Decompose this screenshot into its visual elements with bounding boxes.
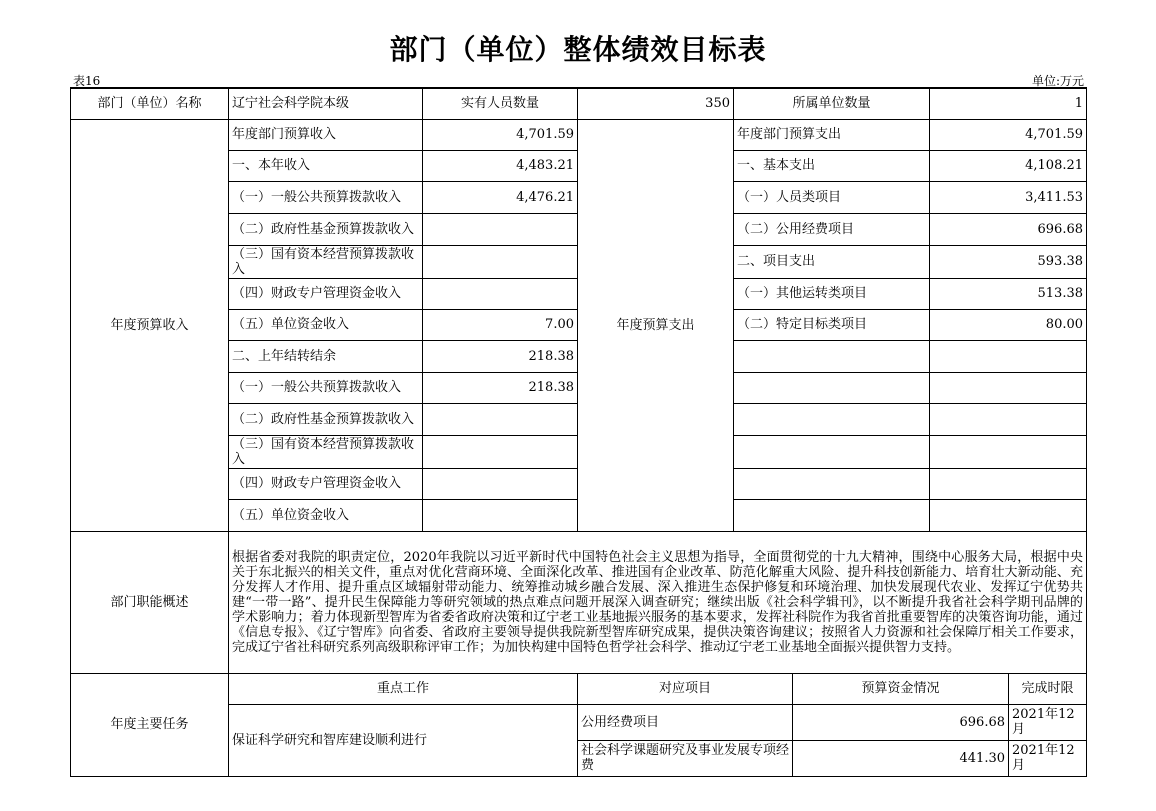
expense-section-label: 年度预算支出 [578, 119, 734, 531]
income-item-value: 218.38 [423, 340, 578, 372]
expense-item-label: （二）公用经费项目 [734, 213, 930, 245]
income-item-label: （四）财政专户管理资金收入 [229, 278, 423, 309]
expense-item-value: 696.68 [930, 213, 1087, 245]
col-budget: 预算资金情况 [793, 673, 1009, 704]
income-item-label: 二、上年结转结余 [229, 340, 423, 372]
expense-item-value: 80.00 [930, 309, 1087, 340]
expense-item-value [930, 499, 1087, 531]
expense-item-label [734, 372, 930, 403]
staff-count-label: 实有人员数量 [423, 88, 578, 119]
income-item-value: 4,701.59 [423, 119, 578, 150]
income-item-value [423, 435, 578, 468]
staff-count-value: 350 [578, 88, 734, 119]
budget-row [71, 119, 1087, 150]
income-item-label: （一）一般公共预算拨款收入 [229, 372, 423, 403]
income-item-value: 7.00 [423, 309, 578, 340]
function-row [71, 531, 1087, 673]
function-label: 部门职能概述 [71, 531, 229, 673]
income-item-label: （三）国有资本经营预算拨款收入 [229, 435, 423, 468]
income-item-label: 年度部门预算收入 [229, 119, 423, 150]
expense-item-value: 593.38 [930, 245, 1087, 278]
income-item-label: （二）政府性基金预算拨款收入 [229, 213, 423, 245]
expense-item-label: 一、基本支出 [734, 150, 930, 181]
tasks-header-row [71, 673, 1087, 704]
col-deadline: 完成时限 [1009, 673, 1087, 704]
dept-name-value: 辽宁社会科学院本级 [229, 88, 423, 119]
related-item: 社会科学课题研究及事业发展专项经费 [578, 740, 793, 776]
income-item-value [423, 468, 578, 499]
income-item-label: 一、本年收入 [229, 150, 423, 181]
sub-units-label: 所属单位数量 [734, 88, 930, 119]
col-related-item: 对应项目 [578, 673, 793, 704]
income-item-value [423, 245, 578, 278]
income-item-value: 4,476.21 [423, 181, 578, 213]
deadline: 2021年12月 [1009, 740, 1087, 776]
expense-item-label [734, 340, 930, 372]
income-item-label: （一）一般公共预算拨款收入 [229, 181, 423, 213]
income-item-label: （五）单位资金收入 [229, 309, 423, 340]
expense-item-label [734, 468, 930, 499]
expense-item-label: （二）特定目标类项目 [734, 309, 930, 340]
expense-item-label [734, 499, 930, 531]
related-item: 公用经费项目 [578, 704, 793, 740]
income-item-value [423, 213, 578, 245]
expense-item-value [930, 372, 1087, 403]
table-number: 表16 [73, 74, 101, 88]
expense-item-value: 4,701.59 [930, 119, 1087, 150]
deadline: 2021年12月 [1009, 704, 1087, 740]
expense-item-value: 513.38 [930, 278, 1087, 309]
income-item-value [423, 499, 578, 531]
income-item-value [423, 403, 578, 435]
expense-item-value: 4,108.21 [930, 150, 1087, 181]
income-item-label: （二）政府性基金预算拨款收入 [229, 403, 423, 435]
budget-amount: 441.30 [793, 740, 1009, 776]
key-work-text: 保证科学研究和智库建设顺利进行 [229, 704, 578, 776]
expense-item-value [930, 403, 1087, 435]
sub-units-value: 1 [930, 88, 1087, 119]
header-row [71, 88, 1087, 119]
expense-item-label: 年度部门预算支出 [734, 119, 930, 150]
page-title: 部门（单位）整体绩效目标表 [389, 33, 767, 66]
expense-item-value: 3,411.53 [930, 181, 1087, 213]
expense-item-label [734, 403, 930, 435]
income-item-label: （四）财政专户管理资金收入 [229, 468, 423, 499]
expense-item-value [930, 468, 1087, 499]
function-text: 根据省委对我院的职责定位，2020年我院以习近平新时代中国特色社会主义思想为指导，全面贯彻党的十九大精神，围绕中心服务大局，根据中央关于东北振兴的相关文件，重点对优化营商环境、全面深化改革、推进国有企业改革、防范化解重大风险、提升科技创新能力、培育壮大新动能、充分发挥人才作用、提升重点区域辐射带动能力、统筹推动城乡融合发展、深入推进生态保护修复和环境治理、加快发展现代农业、发挥辽宁优势共建“一带一路”、提升民生保障能力等研究领域的热点难点问题开展深入调查研究；继续出版《社会科学辑刊》，以不断提升我省社会科学期刊品牌的学术影响力；着力体现新型智库为省委省政府决策和辽宁老工业基地振兴服务的基本要求，发挥社科院作为我省首批重要智库的决策咨询功能，通过《信息专报》、《辽宁智库》向省委、省政府主要领导提供我院新型智库研究成果，提供决策咨询建议；按照省人力资源和社会保障厅相关工作要求，完成辽宁省社科研究系列高级职称评审工作；为加快构建中国特色哲学社会科学、推动辽宁老工业基地全面振兴提供智力支持。 [229, 531, 1087, 673]
tasks-label: 年度主要任务 [71, 673, 229, 776]
income-item-label: （五）单位资金收入 [229, 499, 423, 531]
income-section-label: 年度预算收入 [71, 119, 229, 531]
budget-amount: 696.68 [793, 704, 1009, 740]
expense-item-label [734, 435, 930, 468]
income-item-value [423, 278, 578, 309]
unit-label: 单位:万元 [1031, 74, 1084, 88]
expense-item-label: 二、项目支出 [734, 245, 930, 278]
performance-target-table [70, 87, 1087, 777]
expense-item-value [930, 340, 1087, 372]
expense-item-label: （一）其他运转类项目 [734, 278, 930, 309]
expense-item-label: （一）人员类项目 [734, 181, 930, 213]
dept-name-label: 部门（单位）名称 [71, 88, 229, 119]
income-item-value: 4,483.21 [423, 150, 578, 181]
income-item-label: （三）国有资本经营预算拨款收入 [229, 245, 423, 278]
col-key-work: 重点工作 [229, 673, 578, 704]
expense-item-value [930, 435, 1087, 468]
income-item-value: 218.38 [423, 372, 578, 403]
